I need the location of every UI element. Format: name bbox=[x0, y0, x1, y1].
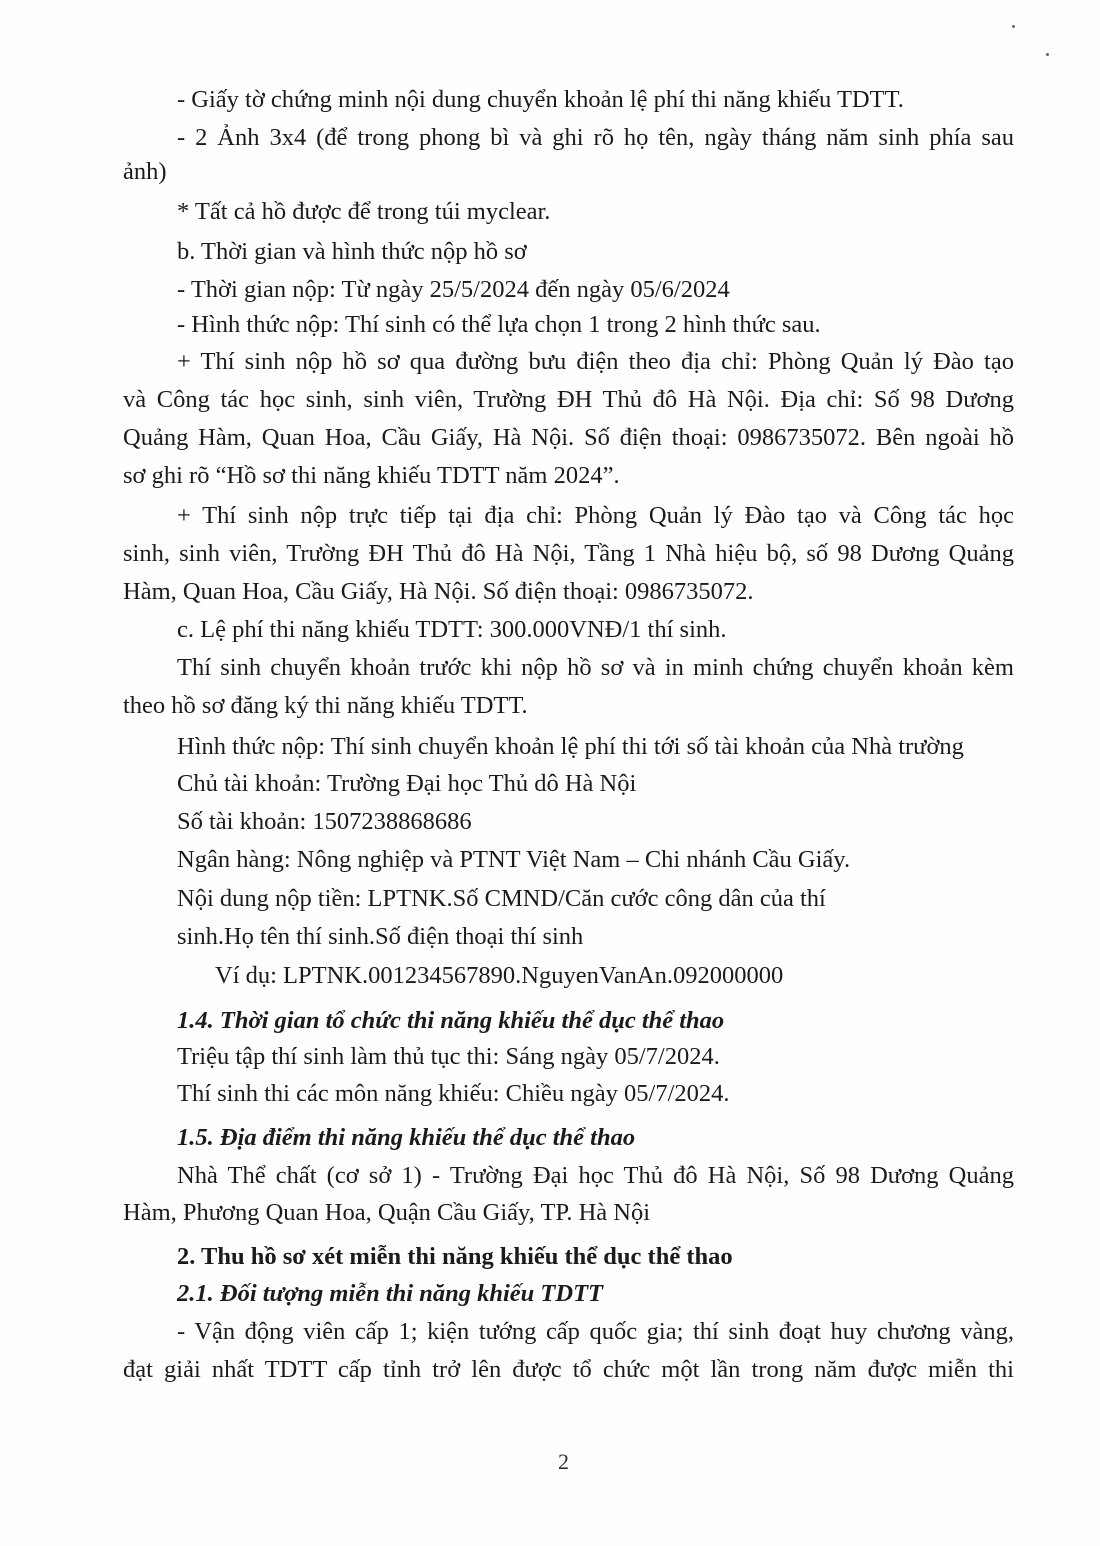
doc-line: Hàm, Quan Hoa, Cầu Giấy, Hà Nội. Số điện thoại: 0986735072. bbox=[123, 578, 754, 605]
transfer-content: Nội dung nộp tiền: LPTNK.Số CMND/Căn cước công dân của thí bbox=[177, 885, 826, 912]
account-holder: Chủ tài khoản: Trường Đại học Thủ dô Hà Nội bbox=[177, 770, 637, 797]
doc-line: + Thí sinh nộp trực tiếp tại địa chỉ: Phòng Quản lý Đào tạo và Công tác học bbox=[177, 502, 1014, 529]
doc-line: sinh.Họ tên thí sinh.Số điện thoại thí sinh bbox=[177, 923, 584, 950]
doc-line: * Tất cả hồ được để trong túi myclear. bbox=[177, 198, 551, 225]
doc-line: + Thí sinh nộp hồ sơ qua đường bưu điện theo địa chỉ: Phòng Quản lý Đào tạo bbox=[177, 348, 1014, 375]
doc-line: - Giấy tờ chứng minh nội dung chuyển khoản lệ phí thi năng khiếu TDTT. bbox=[177, 86, 904, 113]
section-heading-b: b. Thời gian và hình thức nộp hồ sơ bbox=[177, 238, 527, 265]
doc-line: Thí sinh chuyển khoản trước khi nộp hồ sơ và in minh chứng chuyển khoản kèm bbox=[177, 654, 1014, 681]
page-number: 2 bbox=[558, 1449, 569, 1474]
doc-line: - Thời gian nộp: Từ ngày 25/5/2024 đến ngày 05/6/2024 bbox=[177, 276, 730, 303]
doc-line: ảnh) bbox=[123, 158, 167, 185]
doc-line: Hình thức nộp: Thí sinh chuyển khoản lệ phí thi tới số tài khoản của Nhà trường bbox=[177, 733, 964, 760]
heading-1-5: 1.5. Địa điểm thi năng khiếu thể dục thể thao bbox=[177, 1124, 636, 1151]
doc-line: Hàm, Phương Quan Hoa, Quận Cầu Giấy, TP. Hà Nội bbox=[123, 1199, 651, 1226]
transfer-example: Ví dụ: LPTNK.001234567890.NguyenVanAn.092000000 bbox=[215, 962, 784, 989]
doc-line: - Vận động viên cấp 1; kiện tướng cấp quốc gia; thí sinh đoạt huy chương vàng, bbox=[177, 1318, 1014, 1345]
heading-2: 2. Thu hồ sơ xét miễn thi năng khiếu thể dục thể thao bbox=[177, 1243, 733, 1270]
account-number: Số tài khoản: 1507238868686 bbox=[177, 808, 472, 835]
doc-line: và Công tác học sinh, sinh viên, Trường ĐH Thủ đô Hà Nội. Địa chỉ: Số 98 Dương bbox=[123, 386, 1014, 413]
doc-line: Quảng Hàm, Quan Hoa, Cầu Giấy, Hà Nội. Số điện thoại: 0986735072. Bên ngoài hồ bbox=[123, 424, 1014, 451]
doc-line: Triệu tập thí sinh làm thủ tục thi: Sáng ngày 05/7/2024. bbox=[177, 1043, 720, 1070]
section-heading-c: c. Lệ phí thi năng khiếu TDTT: 300.000VNĐ/1 thí sinh. bbox=[177, 616, 727, 643]
doc-line: sinh, sinh viên, Trường ĐH Thủ đô Hà Nội, Tầng 1 Nhà hiệu bộ, số 98 Dương Quảng bbox=[123, 540, 1014, 567]
doc-line: theo hồ sơ đăng ký thi năng khiếu TDTT. bbox=[123, 692, 528, 719]
heading-1-4: 1.4. Thời gian tổ chức thi năng khiếu thể dục thể thao bbox=[177, 1007, 725, 1034]
doc-line: Thí sinh thi các môn năng khiếu: Chiều ngày 05/7/2024. bbox=[177, 1080, 730, 1107]
bank-name: Ngân hàng: Nông nghiệp và PTNT Việt Nam – Chi nhánh Cầu Giấy. bbox=[177, 846, 851, 873]
doc-line: - 2 Ảnh 3x4 (để trong phong bì và ghi rõ họ tên, ngày tháng năm sinh phía sau bbox=[177, 124, 1014, 151]
doc-line: đạt giải nhất TDTT cấp tỉnh trở lên được tổ chức một lần trong năm được miễn thi bbox=[123, 1356, 1014, 1383]
scan-speck bbox=[1012, 25, 1015, 28]
scan-speck bbox=[1046, 53, 1049, 56]
doc-line: Nhà Thể chất (cơ sở 1) - Trường Đại học Thủ đô Hà Nội, Số 98 Dương Quảng bbox=[177, 1162, 1014, 1189]
doc-line: - Hình thức nộp: Thí sinh có thể lựa chọn 1 trong 2 hình thức sau. bbox=[177, 311, 821, 338]
doc-line: sơ ghi rõ “Hồ sơ thi năng khiếu TDTT năm 2024”. bbox=[123, 462, 620, 489]
heading-2-1: 2.1. Đối tượng miễn thi năng khiếu TDTT bbox=[177, 1280, 604, 1307]
